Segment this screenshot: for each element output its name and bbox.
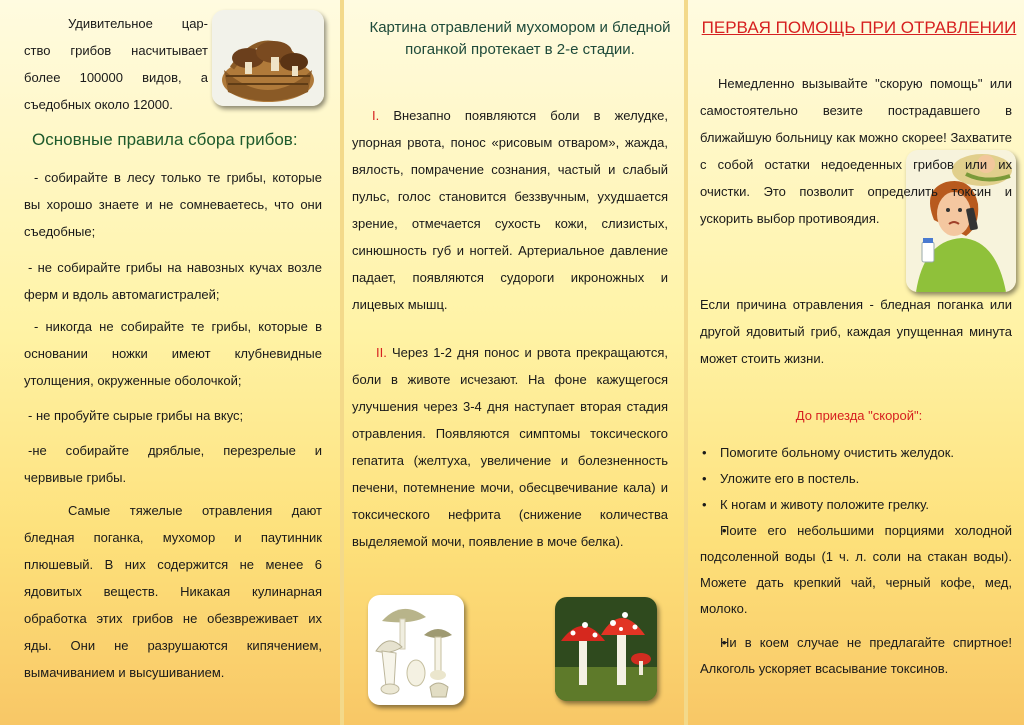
intro-line: более 100000 видов, а — [24, 70, 208, 85]
stage-two-number: II. — [376, 345, 387, 360]
first-aid-heading: ПЕРВАЯ ПОМОЩЬ ПРИ ОТРАВЛЕНИИ — [701, 18, 1017, 37]
stage-one-description: Внезапно появляются боли в желудке, упорная рвота, понос «рисовым отваром», жажда, вялость, помрачение сознания, частый и слабый пульс, голос становится беззвучным, ухудшается зрение, отмечается сухость кожи, слизистых, синюшность губ и ногтей. Артериальное давление падает, появляются судороги икроножных и лицевых мышц. — [352, 108, 668, 312]
first-aid-list — [700, 440, 1012, 682]
rule-item: - собирайте в лесу только те грибы, которые вы хорошо знаете и не сомневаетесь, что они съедобные; — [24, 170, 322, 239]
before-ambulance-heading: До приезда "скорой": — [795, 408, 923, 423]
call-ambulance-text — [700, 70, 1012, 232]
intro-line: ство грибов насчитывает — [24, 43, 208, 58]
list-item: • Поите его небольшими порциями холодной подсоленной воды (1 ч. л. соли на стакан воды). Можете дать крепкий чай, черный кофе, мед, молоко. — [700, 518, 1012, 622]
intro-line: Удивительное цар- — [68, 16, 208, 31]
severe-poisoning-text: Самые тяжелые отравления дают бледная поганка, мухомор и паутинник плюшевый. В них содержится не менее 6 ядовитых веществ. Никакая кулинарная обработка этих грибов не обезвреживает их яды. Они не разрушаются кипячением, вымачиванием и высушиванием. — [24, 503, 322, 680]
death-cap-illustration-icon — [368, 595, 464, 705]
cause-warning-text: Если причина отравления - бледная поганка или другой ядовитый гриб, каждая упущенная минута может стоить жизни. — [700, 297, 1012, 366]
list-item: • К ногам и животу положите грелку. — [700, 492, 1012, 518]
rules-heading: Основные правила сбора грибов: — [32, 130, 298, 149]
list-item: • Уложите его в постель. — [700, 466, 1012, 492]
rule-item: -не собирайте дряблые, перезрелые и червивые грибы. — [24, 443, 322, 485]
rule-item: - никогда не собирайте те грибы, которые в основании ножки имеют клубневидные утолщения, окруженные оболочкой; — [24, 319, 322, 388]
intro-line: съедобных около 12000. — [24, 97, 173, 112]
fly-agaric-photo-icon — [555, 597, 657, 701]
list-item: • Помогите больному очистить желудок. — [700, 440, 1012, 466]
rule-item: - не пробуйте сырые грибы на вкус; — [28, 408, 244, 423]
mushroom-basket-icon — [212, 10, 324, 106]
list-item: • Ни в коем случае не предлагайте спиртное! Алкоголь ускоряет всасывание токсинов. — [700, 630, 1012, 682]
stage-two-text — [352, 339, 668, 555]
stage-one-text — [352, 102, 668, 318]
stage-two-description: Через 1-2 дня понос и рвота прекращаются, боли в животе исчезают. На фоне кажущегося улучшения через 3-4 дня наступает вторая стадия отравления. Появляются симптомы токсического гепатита (желтуха, увеличение и болезненность печени, потемнение мочи, обесцвечивание кала) и токсического нефрита (снижение количества выделяемой мочи, появление в моче белка). — [352, 345, 668, 549]
symptoms-heading: Картина отравлений мухомором и бледной поганкой протекает в 2-е стадии. — [369, 19, 671, 58]
call-ambulance-content: Немедленно вызывайте "скорую помощь" или самостоятельно везите пострадавшего в ближайшую больницу как можно скорее! Захватите с собой остатки недоеденных грибов или их очистки. Это позволит определить токсин и ускорить выбор противоядия. — [700, 76, 1012, 226]
rule-item: - не собирайте грибы на навозных кучах возле ферм и вдоль автомагистралей; — [24, 260, 322, 302]
stage-one-number: I. — [372, 108, 380, 123]
